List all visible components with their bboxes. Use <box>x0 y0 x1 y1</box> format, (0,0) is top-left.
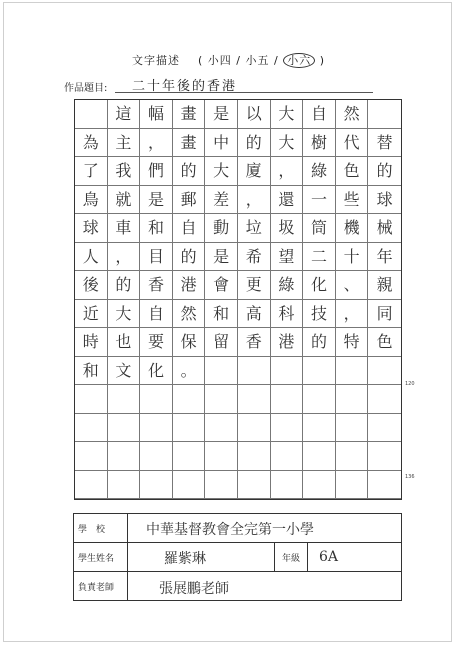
title-value-handwritten: 二十年後的香港 <box>132 79 238 94</box>
grid-cell <box>368 385 401 414</box>
school-label: 學 校 <box>74 514 128 542</box>
grid-cell: 械 <box>368 214 401 243</box>
grid-cell <box>75 471 108 500</box>
grid-cell <box>140 414 173 443</box>
grid-cell: 十 <box>336 243 369 272</box>
grid-cell <box>368 357 401 386</box>
grid-cell: 一 <box>303 186 336 215</box>
title-underline <box>115 92 373 93</box>
grid-cell <box>173 442 206 471</box>
word-count-marker-136: 136 <box>405 474 415 480</box>
info-table <box>73 513 402 601</box>
grid-cell: ， <box>140 129 173 158</box>
category-label: 文字描述 <box>131 54 180 67</box>
level-option-primary-4: 小四 <box>207 54 232 67</box>
grid-cell <box>336 471 369 500</box>
grid-cell: 希 <box>238 243 271 272</box>
grid-cell: 然 <box>336 100 369 129</box>
grid-cell: 的 <box>303 328 336 357</box>
teacher-label: 負責老師 <box>74 572 128 600</box>
grid-cell <box>336 442 369 471</box>
level-option-primary-6-circled: 小六 <box>283 53 315 68</box>
grid-cell: ， <box>238 186 271 215</box>
grid-cell <box>238 385 271 414</box>
grid-cell: ， <box>271 157 304 186</box>
grid-cell: 色 <box>336 157 369 186</box>
student-name-label: 學生姓名 <box>74 543 128 571</box>
grid-cell: 化 <box>303 271 336 300</box>
grid-cell <box>140 471 173 500</box>
grid-cell: 大 <box>271 129 304 158</box>
grid-cell: 車 <box>108 214 141 243</box>
grid-cell <box>108 414 141 443</box>
grid-cell: 圾 <box>271 214 304 243</box>
grid-cell <box>75 100 108 129</box>
separator-1: / <box>236 54 241 67</box>
grid-cell: ， <box>108 243 141 272</box>
grid-cell: 們 <box>140 157 173 186</box>
grid-cell: 同 <box>368 300 401 329</box>
grid-cell <box>271 471 304 500</box>
grid-cell <box>368 100 401 129</box>
grid-cell: 是 <box>205 243 238 272</box>
separator-2: / <box>274 54 279 67</box>
title-label: 作品題目: <box>64 83 108 94</box>
grid-cell: 還 <box>271 186 304 215</box>
grid-cell <box>368 442 401 471</box>
grid-cell: 後 <box>75 271 108 300</box>
grid-cell: 特 <box>336 328 369 357</box>
grid-cell: 為 <box>75 129 108 158</box>
grid-cell: 的 <box>108 271 141 300</box>
grid-cell: 自 <box>173 214 206 243</box>
grid-cell: 、 <box>336 271 369 300</box>
grid-cell: 畫 <box>173 129 206 158</box>
grid-cell: 近 <box>75 300 108 329</box>
grid-cell <box>368 471 401 500</box>
grid-cell: 化 <box>140 357 173 386</box>
grid-cell: 大 <box>108 300 141 329</box>
grid-cell: 綠 <box>271 271 304 300</box>
grid-cell: 幅 <box>140 100 173 129</box>
grid-cell <box>205 414 238 443</box>
grid-cell: 是 <box>205 100 238 129</box>
grid-cell: 是 <box>140 186 173 215</box>
open-paren: ( <box>197 54 204 67</box>
grid-cell: 中 <box>205 129 238 158</box>
grid-cell: 大 <box>205 157 238 186</box>
grid-cell: 樹 <box>303 129 336 158</box>
grid-cell <box>336 357 369 386</box>
grid-cell <box>271 442 304 471</box>
grid-cell <box>205 471 238 500</box>
grid-cell <box>303 442 336 471</box>
grid-cell: 技 <box>303 300 336 329</box>
grid-cell <box>75 385 108 414</box>
grid-cell: 這 <box>108 100 141 129</box>
grid-cell <box>108 385 141 414</box>
grid-cell: 些 <box>336 186 369 215</box>
grid-cell: 港 <box>271 328 304 357</box>
word-count-marker-120: 120 <box>405 381 415 387</box>
grid-cell: 香 <box>238 328 271 357</box>
student-name-value-handwritten: 羅紫琳 <box>164 551 206 567</box>
grid-cell: 親 <box>368 271 401 300</box>
teacher-value-handwritten: 張展鵬老師 <box>159 581 229 597</box>
grid-cell: 時 <box>75 328 108 357</box>
grid-cell: 球 <box>75 214 108 243</box>
grid-cell: 替 <box>368 129 401 158</box>
grid-cell: 我 <box>108 157 141 186</box>
grid-cell: 垃 <box>238 214 271 243</box>
grid-cell: 科 <box>271 300 304 329</box>
grid-cell: 也 <box>108 328 141 357</box>
grid-cell: 保 <box>173 328 206 357</box>
grid-cell: 的 <box>238 129 271 158</box>
level-option-primary-5: 小五 <box>245 54 270 67</box>
grid-cell: 和 <box>75 357 108 386</box>
grid-cell <box>140 385 173 414</box>
grid-cell <box>336 414 369 443</box>
grid-cell: 鳥 <box>75 186 108 215</box>
grid-cell: 望 <box>271 243 304 272</box>
grid-cell: 更 <box>238 271 271 300</box>
grid-cell: 香 <box>140 271 173 300</box>
grid-cell: 色 <box>368 328 401 357</box>
close-paren: ) <box>319 54 326 67</box>
grid-cell <box>75 442 108 471</box>
grid-cell: 以 <box>238 100 271 129</box>
grid-cell: 了 <box>75 157 108 186</box>
grid-cell: 年 <box>368 243 401 272</box>
grid-cell <box>205 442 238 471</box>
grid-cell: 然 <box>173 300 206 329</box>
grid-cell <box>173 471 206 500</box>
grid-cell <box>336 385 369 414</box>
grid-cell <box>238 442 271 471</box>
grid-cell: 大 <box>271 100 304 129</box>
grid-cell: 動 <box>205 214 238 243</box>
grid-cell: 的 <box>173 243 206 272</box>
grid-cell: ， <box>336 300 369 329</box>
grid-cell: 和 <box>205 300 238 329</box>
grid-cell: 廈 <box>238 157 271 186</box>
grid-cell <box>271 385 304 414</box>
grid-cell <box>75 414 108 443</box>
grid-cell <box>303 385 336 414</box>
grid-cell: 筒 <box>303 214 336 243</box>
form-header <box>0 52 457 68</box>
grid-cell <box>271 357 304 386</box>
student-row <box>74 543 401 572</box>
grid-cell: 就 <box>108 186 141 215</box>
grade-label: 年級 <box>274 543 308 571</box>
grid-cell: 代 <box>336 129 369 158</box>
grid-cell <box>303 357 336 386</box>
writing-grid <box>74 99 402 500</box>
grid-cell: 留 <box>205 328 238 357</box>
grid-cell: 二 <box>303 243 336 272</box>
grid-cell: 目 <box>140 243 173 272</box>
school-value-handwritten: 中華基督教會全完第一小學 <box>146 522 314 538</box>
grid-cell <box>303 414 336 443</box>
grid-cell <box>238 471 271 500</box>
grid-cell <box>271 414 304 443</box>
grid-cell <box>238 414 271 443</box>
grid-cell <box>140 442 173 471</box>
grid-cell <box>173 414 206 443</box>
grid-cell <box>303 471 336 500</box>
grid-cell: 差 <box>205 186 238 215</box>
grid-cell: 球 <box>368 186 401 215</box>
grid-cell: 自 <box>140 300 173 329</box>
grid-cell: 港 <box>173 271 206 300</box>
grid-cell: 。 <box>173 357 206 386</box>
grid-cell <box>205 385 238 414</box>
grid-cell: 郵 <box>173 186 206 215</box>
grid-cell <box>368 414 401 443</box>
grid-cell: 高 <box>238 300 271 329</box>
grid-cell: 的 <box>368 157 401 186</box>
grid-cell: 畫 <box>173 100 206 129</box>
grade-value-handwritten: 6A <box>319 549 339 565</box>
grid-cell: 的 <box>173 157 206 186</box>
school-row <box>74 514 401 543</box>
grid-cell <box>205 357 238 386</box>
grid-cell: 綠 <box>303 157 336 186</box>
grid-cell: 會 <box>205 271 238 300</box>
grid-cell <box>238 357 271 386</box>
grid-cell: 要 <box>140 328 173 357</box>
grid-cell <box>108 471 141 500</box>
grid-cell <box>108 442 141 471</box>
grid-cell: 機 <box>336 214 369 243</box>
grid-cell <box>173 385 206 414</box>
grid-cell: 文 <box>108 357 141 386</box>
teacher-row <box>74 572 401 600</box>
grid-cell: 人 <box>75 243 108 272</box>
grid-cell: 自 <box>303 100 336 129</box>
grid-cell: 主 <box>108 129 141 158</box>
grid-cell: 和 <box>140 214 173 243</box>
